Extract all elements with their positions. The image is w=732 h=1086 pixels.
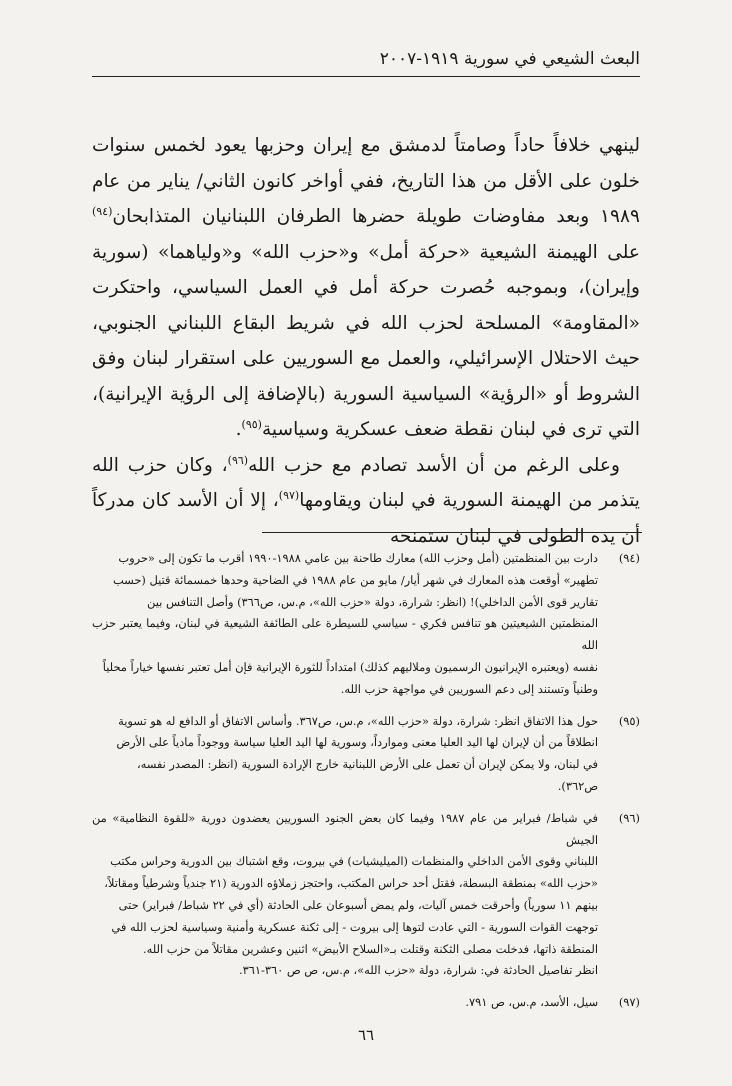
paragraph-text: ، وكان حزب الله يتذمر من الهيمنة السورية في لبنان ويقاومها xyxy=(92,454,640,511)
body-text xyxy=(92,128,640,554)
footnote xyxy=(92,808,640,982)
footnote-line: المنظمتين الشيعيتين هو تنافس فكري - سياسي للسيطرة على الطائفة الشيعية في لبنان، وفيما يعتبر حزب الله xyxy=(92,616,598,653)
paragraph-text: لينهي خلافاً حاداً وصامتاً لدمشق مع إيران وحزبها يعود لخمس سنوات خلون على الأقل من هذا التاريخ، ففي أواخر كانون الثاني/ يناير من عام ١٩٨٩ وبعد مفاوضات طويلة حضرها الطرفان اللبنانيان المتذابحان xyxy=(92,135,640,227)
header-rule xyxy=(92,76,640,77)
paragraph-text: على الهيمنة الشيعية «حركة أمل» و«حزب الله» و«ولياهما» (سورية وإيران)، وبموجبه حُصرت حركة أمل في العمل السياسي، واحتكرت «المقاومة» المسلحة لحزب الله في شريط البقاع اللبناني الجنوبي، حيث الاحتلال الإسرائيلي، والعمل مع السوريين على استقرار لبنان وفق الشروط أو «الرؤية» السياسية السورية (بالإضافة إلى الرؤية الإيرانية)، التي ترى في لبنان نقطة ضعف عسكرية وسياسية xyxy=(92,241,640,440)
footnote-ref[interactable]: (٩٤) xyxy=(92,204,113,218)
footnote-number: (٩٤) xyxy=(618,551,640,565)
page-number: ٦٦ xyxy=(357,1026,375,1044)
footnotes xyxy=(92,548,640,1024)
footnote-line: توجهت القوات السورية - التي عادت لتوها إلى بيروت - إلى ثكنة عسكرية وأمنية وسياسية لحزب الله في xyxy=(111,919,598,934)
paragraph-text: وعلى الرغم من أن الأسد تصادم مع حزب الله xyxy=(248,454,620,476)
footnote-number: (٩٥) xyxy=(618,713,640,728)
paragraph-text: ، إلا أن الأسد كان مدركاً أن يده الطولى في لبنان ستمنحه xyxy=(92,490,640,547)
footnote-ref[interactable]: (٩٧) xyxy=(278,488,300,502)
footnote-number: (٩٦) xyxy=(618,810,640,825)
footnote-line: ص٣٦٢). xyxy=(557,778,598,793)
footnote-line: نفسه (ويعتبره الإيرانيون الرسميون وملاليهم كذلك) امتداداً للثورة الإيرانية فإن أمل تعتبر نفسها خياراً محلياً xyxy=(102,659,598,674)
footnote-line: سيل، الأسد، م.س، ص ٧٩١. xyxy=(465,995,598,1010)
footnote-line: تقارير قوى الأمن الداخلي)! (انظر: شرارة، دولة «حزب الله»، م.س، ص٣٦٦) وأصل التنافس بين xyxy=(147,594,598,609)
footnote xyxy=(92,992,640,1014)
footnote-line: اللبناني وقوى الأمن الداخلي والمنظمات (الميليشيات) في بيروت، وقع اشتباك بين الدورية وحراس مكتب xyxy=(110,854,598,869)
footnote-line: انطلاقاً من أن لإيران لها اليد العليا معنى وموارداً، وسورية لها اليد العليا سياسة ووجوداً مادياً على الأرض xyxy=(116,735,598,750)
footnote-line: في لبنان، ولا يمكن لإيران أن تعمل على الأرض اللبنانية خارج الإرادة السورية (انظر: المصدر نفسه، xyxy=(136,757,598,772)
footnote-ref[interactable]: (٩٦) xyxy=(227,453,249,467)
footnote-rule xyxy=(262,532,642,533)
footnote-line: حول هذا الاتفاق انظر: شرارة، دولة «حزب الله»، م.س، ص٣٦٧. وأساس الاتفاق أو الدافع له هو تسوية xyxy=(118,713,598,728)
footnote xyxy=(92,548,640,701)
footnote-line: بينهم ١١ سورياً) وأحرقت خمس آليات، ولم يمض أسبوعان على الحادثة (أي في ٢٢ شباط/ فبراير) حتى xyxy=(118,897,598,912)
body-paragraph xyxy=(92,128,640,448)
body-paragraph xyxy=(92,448,640,555)
footnote-line: دارت بين المنظمتين (أمل وحزب الله) معارك طاحنة بين عامي ١٩٨٨-١٩٩٠ أقرب ما تكون إلى «حروب xyxy=(118,551,598,565)
footnote-line: تطهير» أوقعت هذه المعارك في شهر أيار/ مايو من عام ١٩٨٨ في الضاحية وحدها خمسمائة قتيل (حسب xyxy=(113,572,598,587)
footnote-line: انظر تفاصيل الحادثة في: شرارة، دولة «حزب الله»، م.س، ص ص ٣٦٠-٣٦١. xyxy=(239,963,598,978)
footnote-line: «حزب الله» بمنطقة البسطة، فقتل أحد حراس المكتب، واحتجز زملاؤه الدورية (٢١ جندياً وشرطياً ومقاتلاً، xyxy=(104,876,598,891)
footnote-line: المنطقة ذاتها، فدخلت مصلى الثكنة وقتلت بـ«السلاح الأبيض» اثنين وعشرين مقاتلاً من حزب الله. xyxy=(143,941,598,956)
footnote-line: في شباط/ فبراير من عام ١٩٨٧ وفيما كان بعض الجنود السوريين يعضدون دورية «للقوة النظامية» من الجيش xyxy=(92,810,598,847)
footnote xyxy=(92,711,640,798)
footnote-line: وطنياً وتستند إلى دعم السوريين في مواجهة حزب الله. xyxy=(340,681,598,696)
paragraph-text: . xyxy=(235,419,242,440)
running-head: البعث الشيعي في سورية ١٩١٩-٢٠٠٧ xyxy=(379,49,640,69)
footnote-ref[interactable]: (٩٥) xyxy=(241,417,262,431)
footnote-number: (٩٧) xyxy=(618,995,640,1010)
